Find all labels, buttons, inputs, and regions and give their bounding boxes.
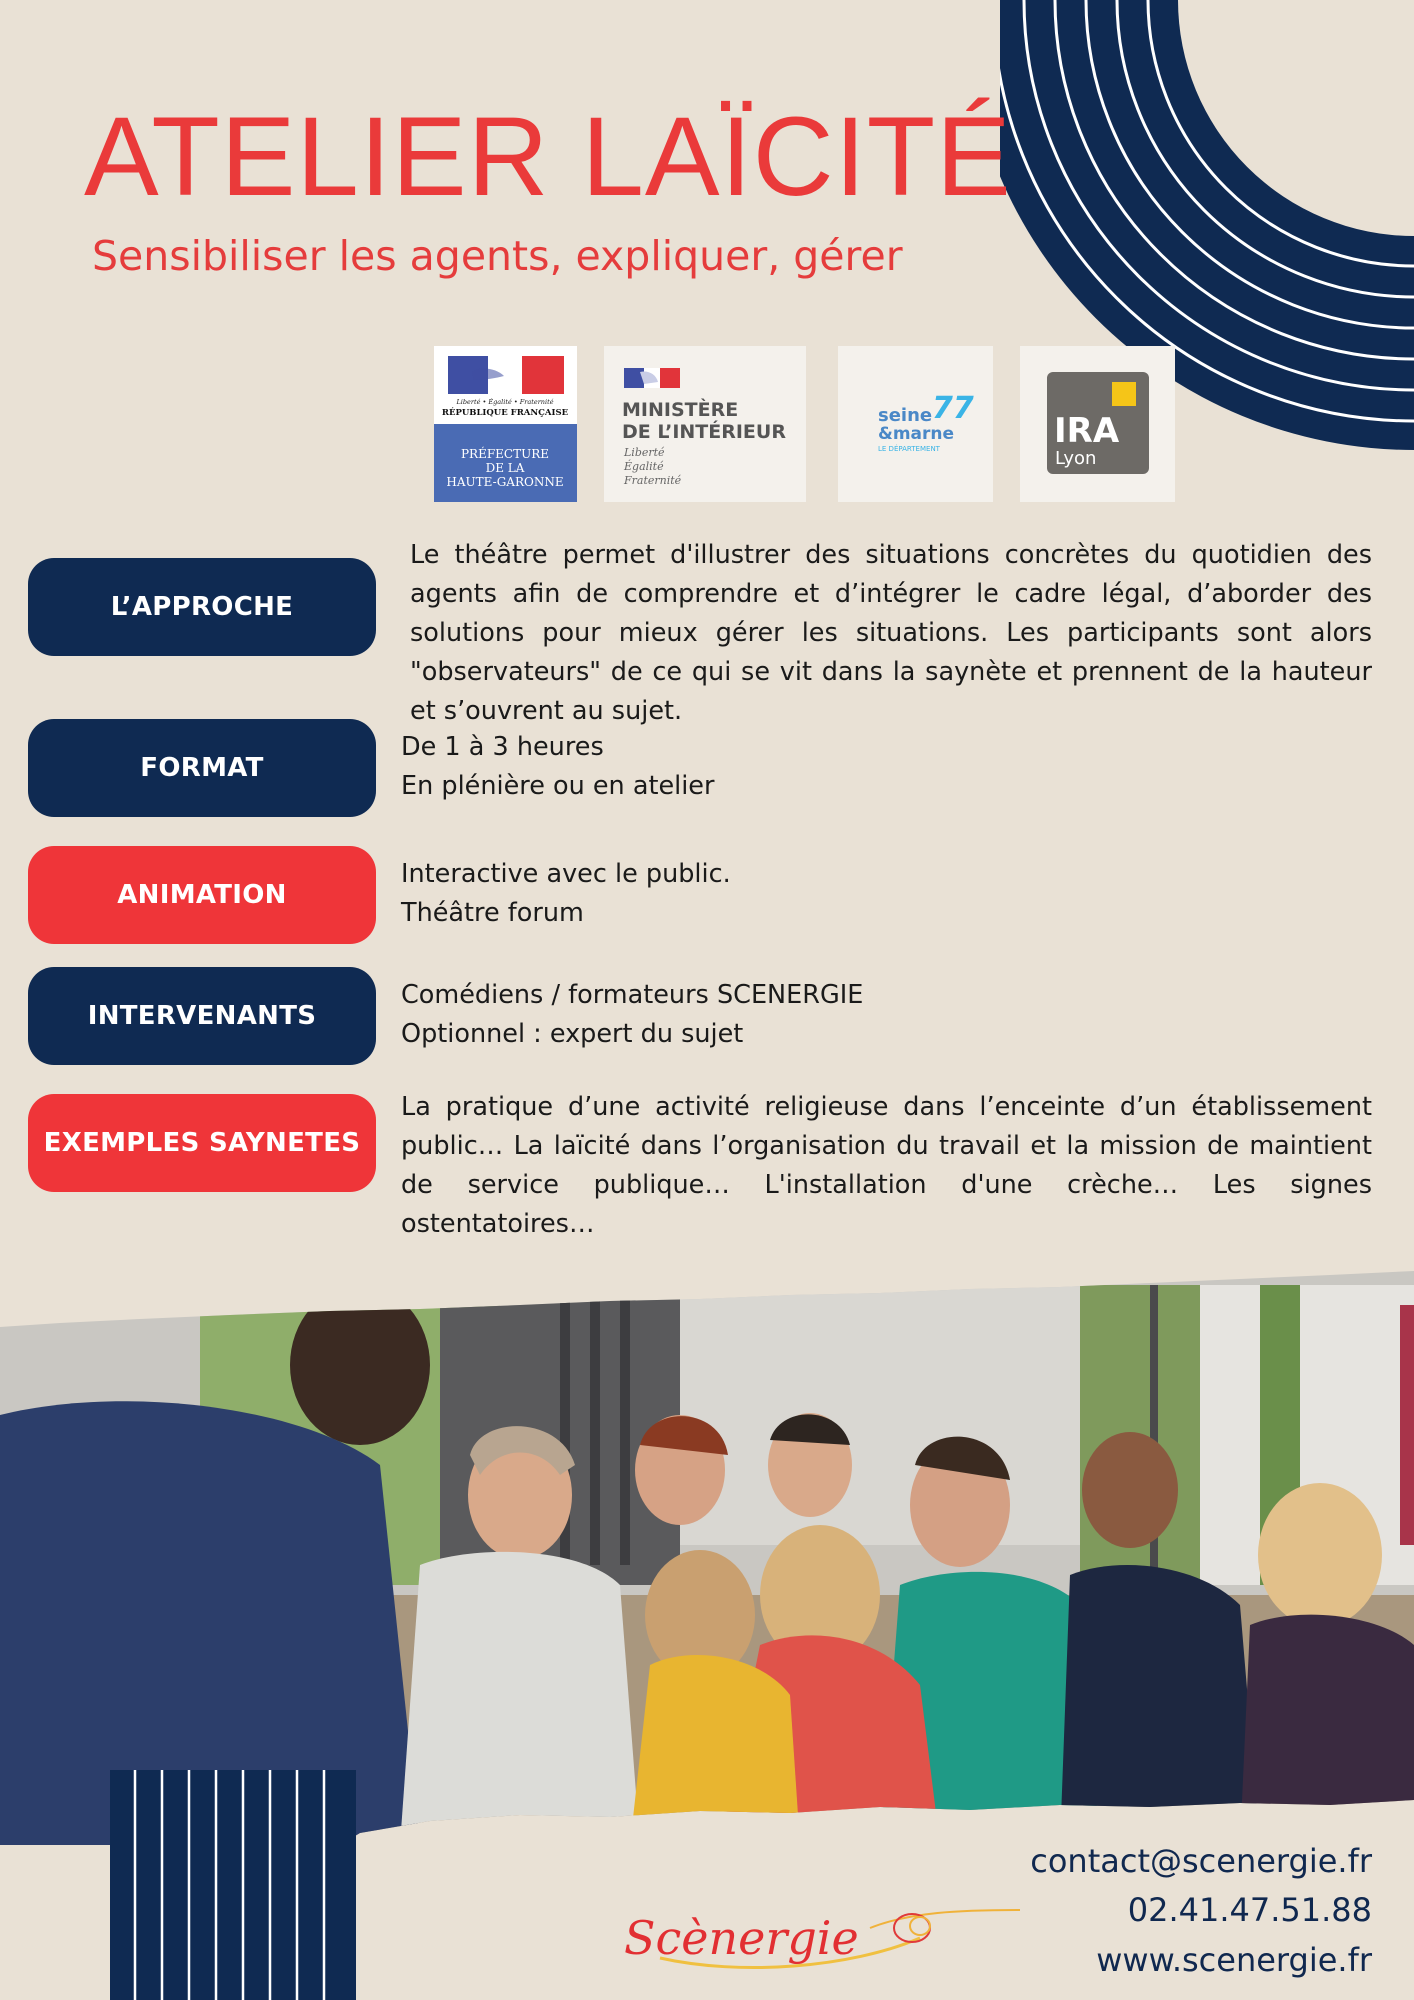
prefecture-motto: Liberté • Égalité • Fraternité (456, 398, 554, 406)
ministere-line1: MINISTÈRE (622, 399, 739, 421)
prefecture-line3: HAUTE-GARONNE (446, 475, 564, 489)
ira-line1: IRA (1054, 411, 1120, 451)
ministere-interieur-logo (604, 346, 806, 502)
seine-marne-number: 77 (932, 391, 974, 426)
section-text-format (401, 728, 1371, 806)
ministere-line2: DE L’INTÉRIEUR (622, 421, 786, 443)
section-label-animation: ANIMATION (28, 846, 376, 944)
ministere-motto3: Fraternité (624, 474, 682, 487)
contact-phone[interactable]: 02.41.47.51.88 (1127, 1891, 1372, 1929)
page-subtitle: Sensibiliser les agents, expliquer, gérer (92, 232, 903, 280)
striped-block-decoration (110, 1770, 356, 2000)
seine-marne-line1: seine (878, 405, 933, 426)
seine-et-marne-logo (838, 346, 993, 502)
contact-email[interactable]: contact@scenergie.fr (1030, 1842, 1372, 1880)
animation-line1: Interactive avec le public. (401, 859, 731, 889)
prefecture-republic: RÉPUBLIQUE FRANÇAISE (441, 408, 569, 418)
format-line2: En plénière ou en atelier (401, 771, 715, 801)
contact-website[interactable]: www.scenergie.fr (1096, 1941, 1372, 1979)
scenergie-brand-text: Scènergie (624, 1911, 859, 1965)
ministere-motto1: Liberté (624, 446, 665, 459)
page-title: ATELIER LAÏCITÉ (84, 94, 1012, 219)
prefecture-line1: PRÉFECTURE (460, 447, 550, 461)
exemples-paragraph: La pratique d’une activité religieuse dans l’enceinte d’un établissement public… La laïcité dans l’organisation du travail et la mission de maintient de service publique… L'installation d'une crèche… Les signes ostentatoires… (401, 1092, 1372, 1239)
ira-lyon-logo (1020, 346, 1175, 502)
format-line1: De 1 à 3 heures (401, 732, 604, 762)
prefecture-logo (434, 346, 577, 502)
prefecture-line2: DE LA (485, 461, 525, 475)
ira-line2: Lyon (1055, 448, 1097, 469)
section-label-intervenants: INTERVENANTS (28, 967, 376, 1065)
workshop-photo (0, 1265, 1414, 1845)
section-text-intervenants (401, 976, 1371, 1054)
scenergie-logo (620, 1898, 1020, 1978)
ministere-motto2: Égalité (624, 460, 664, 473)
intervenants-line2: Optionnel : expert du sujet (401, 1019, 744, 1049)
section-label-exemples: EXEMPLES SAYNETES (28, 1094, 376, 1192)
seine-marne-line3: LE DÉPARTEMENT (878, 445, 940, 453)
intervenants-line1: Comédiens / formateurs SCENERGIE (401, 980, 864, 1010)
section-label-approche: L’APPROCHE (28, 558, 376, 656)
section-text-exemples (401, 1088, 1372, 1244)
section-label-format: FORMAT (28, 719, 376, 817)
section-text-animation (401, 855, 1371, 933)
animation-line2: Théâtre forum (401, 898, 584, 928)
approche-paragraph: Le théâtre permet d'illustrer des situations concrètes du quotidien des agents afin de comprendre et d’intégrer le cadre légal, d’aborder des solutions pour mieux gérer les situations. Les participants sont alors "observateurs" de ce qui se vit dans la saynète et prennent de la hauteur et s’ouvrent au sujet. (410, 540, 1372, 726)
section-text-approche (410, 536, 1372, 731)
seine-marne-line2: &marne (878, 424, 955, 444)
